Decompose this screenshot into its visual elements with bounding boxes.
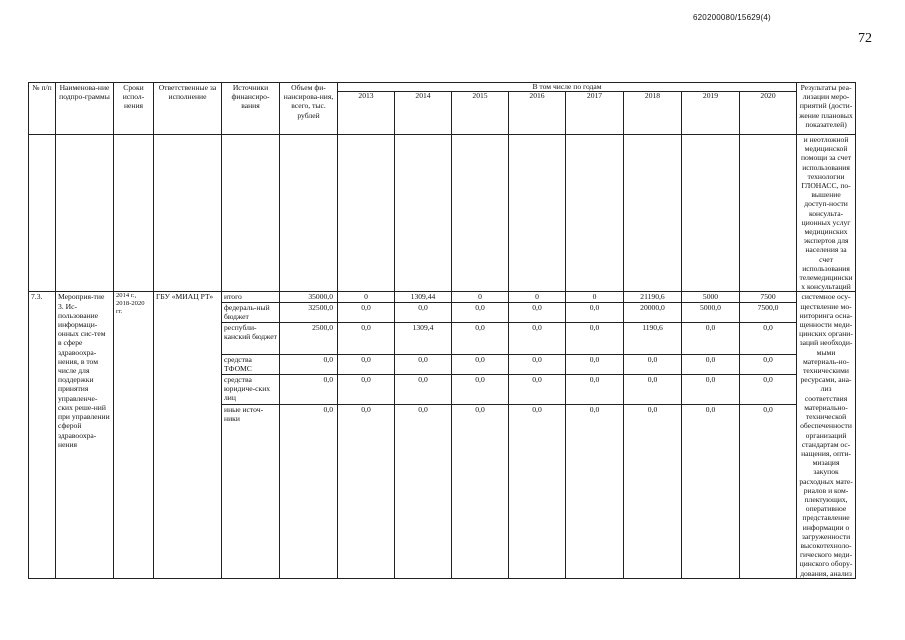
source-label: республи-канский бюджет <box>222 322 280 354</box>
year-value: 0,0 <box>682 354 740 374</box>
source-label: федераль-ный бюджет <box>222 302 280 322</box>
year-value: 0,0 <box>452 404 509 578</box>
year-value: 0,0 <box>740 354 797 374</box>
header-year: 2017 <box>566 92 624 135</box>
year-value: 0,0 <box>682 404 740 578</box>
source-label: иные источ-ники <box>222 404 280 578</box>
year-value: 0,0 <box>509 302 566 322</box>
volume-total: 0,0 <box>280 404 338 578</box>
year-value: 5000,0 <box>682 302 740 322</box>
header-volume: Объем фи-нансирова-ния, всего, тыс. рублей <box>280 83 338 135</box>
year-value: 0,0 <box>395 354 452 374</box>
source-label: итого <box>222 292 280 302</box>
year-value: 0,0 <box>395 374 452 404</box>
item-responsible: ГБУ «МИАЦ РТ» <box>154 292 222 578</box>
header-responsible: Ответственные за исполнение <box>154 83 222 135</box>
item-result-text: системное осу-ществление мо-ниторинга осна-щенности меди-цинских органи-заций необходи-мыми материаль-но-техническими ресурсами, ана-лиз соответствия материально-технической обеспеченности организаций стандартам ос-нащения, опти-мизация закупок расходных мате-риалов и ком-плектующих, оперативное представление информации о загруженности высокотехноло-гического меди-цинского обору-дования, анализ <box>797 292 856 578</box>
year-value: 0,0 <box>566 354 624 374</box>
year-value: 0,0 <box>566 404 624 578</box>
year-value: 5000 <box>682 292 740 302</box>
volume-total: 0,0 <box>280 374 338 404</box>
header-year: 2013 <box>338 92 395 135</box>
year-value: 0,0 <box>338 374 395 404</box>
item-no: 7.3. <box>29 292 56 578</box>
item-name: Мероприя-тие 3. Ис-пользование информаци-онных сис-тем в сфере здравоохра-нения, в том числе для поддержки принятия управленче-ских реше-ний при управлении сферой здравоохра-нения <box>56 292 114 578</box>
header-results: Результаты реа-лизации меро-приятий (дости-жение плановых показателей) <box>797 83 856 135</box>
year-value: 1309,4 <box>395 322 452 354</box>
volume-total: 32500,0 <box>280 302 338 322</box>
document-id: 620200080/15629(4) <box>693 13 771 22</box>
year-value: 0 <box>452 292 509 302</box>
year-value: 0,0 <box>566 374 624 404</box>
header-terms: Сроки испол-нения <box>114 83 154 135</box>
year-value: 0 <box>338 292 395 302</box>
year-value: 0,0 <box>566 302 624 322</box>
year-value: 7500 <box>740 292 797 302</box>
year-value: 0,0 <box>624 404 682 578</box>
year-value: 0,0 <box>338 354 395 374</box>
continuation-result-text: и неотложной медицинской помощи за счет использования технологии ГЛОНАСС, по-вышение доступ-ности консульта-ционных услуг медицинских экспертов для населения за счет использования телемедицинских консультаций <box>797 135 856 292</box>
volume-total: 0,0 <box>280 354 338 374</box>
header-no: № п/п <box>29 83 56 135</box>
year-value: 0,0 <box>624 374 682 404</box>
year-value: 0,0 <box>338 302 395 322</box>
year-value: 0 <box>509 292 566 302</box>
year-value: 0,0 <box>740 374 797 404</box>
header-by-years: В том числе по годам <box>338 83 797 92</box>
source-label: средства ТФОМС <box>222 354 280 374</box>
header-year: 2020 <box>740 92 797 135</box>
header-year: 2018 <box>624 92 682 135</box>
financing-table <box>28 82 856 579</box>
year-value: 0,0 <box>395 302 452 322</box>
year-value: 0,0 <box>452 302 509 322</box>
item-terms: 2014 г., 2018-2020 гг. <box>114 292 154 578</box>
year-value: 0,0 <box>452 354 509 374</box>
page-number: 72 <box>858 31 872 46</box>
year-value: 0,0 <box>338 322 395 354</box>
year-value: 0,0 <box>338 404 395 578</box>
year-value: 0,0 <box>509 322 566 354</box>
year-value: 0,0 <box>395 404 452 578</box>
year-value: 1190,6 <box>624 322 682 354</box>
year-value: 0 <box>566 292 624 302</box>
volume-total: 2500,0 <box>280 322 338 354</box>
year-value: 20000,0 <box>624 302 682 322</box>
header-year: 2014 <box>395 92 452 135</box>
year-value: 0,0 <box>452 322 509 354</box>
year-value: 0,0 <box>452 374 509 404</box>
year-value: 1309,44 <box>395 292 452 302</box>
year-value: 0,0 <box>624 354 682 374</box>
year-value: 0,0 <box>566 322 624 354</box>
volume-total: 35000,0 <box>280 292 338 302</box>
year-value: 0,0 <box>740 404 797 578</box>
source-label: средства юридиче-ских лиц <box>222 374 280 404</box>
header-sources: Источники финансиро-вания <box>222 83 280 135</box>
year-value: 0,0 <box>509 404 566 578</box>
year-value: 21190,6 <box>624 292 682 302</box>
year-value: 0,0 <box>740 322 797 354</box>
year-value: 0,0 <box>682 322 740 354</box>
year-value: 0,0 <box>682 374 740 404</box>
header-year: 2015 <box>452 92 509 135</box>
header-year: 2019 <box>682 92 740 135</box>
year-value: 0,0 <box>509 354 566 374</box>
year-value: 7500,0 <box>740 302 797 322</box>
header-year: 2016 <box>509 92 566 135</box>
year-value: 0,0 <box>509 374 566 404</box>
header-name: Наименова-ние подпро-граммы <box>56 83 114 135</box>
